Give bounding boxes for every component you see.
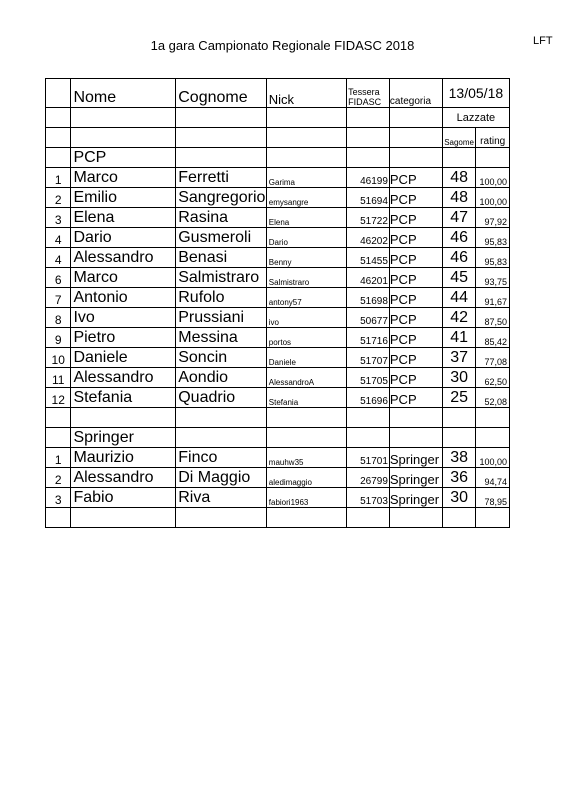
table-row (46, 188, 510, 208)
nick-cell: portos (266, 328, 346, 348)
nome-cell: Emilio (71, 188, 176, 208)
empty-cell (266, 108, 346, 128)
empty-cell (347, 108, 390, 128)
nome-cell: Fabio (71, 488, 176, 508)
position-cell: 9 (46, 328, 71, 348)
rating-cell: 94,74 (476, 468, 510, 488)
position-cell: 12 (46, 388, 71, 408)
categoria-cell: PCP (389, 308, 442, 328)
categoria-cell: PCP (389, 268, 442, 288)
position-cell: 10 (46, 348, 71, 368)
tessera-cell: 51705 (347, 368, 390, 388)
empty-cell (46, 508, 71, 528)
empty-cell (176, 508, 267, 528)
sagome-cell: 47 (442, 208, 476, 228)
location-label: Lazzate (442, 108, 509, 128)
header-tessera: Tessera FIDASC (347, 79, 390, 108)
nick-cell: emysangre (266, 188, 346, 208)
group-header-row (46, 148, 510, 168)
nome-cell: Dario (71, 228, 176, 248)
position-cell: 6 (46, 268, 71, 288)
empty-cell (176, 408, 267, 428)
nick-cell: fabiori1963 (266, 488, 346, 508)
corner-label: LFT (533, 35, 553, 47)
location-row (46, 108, 510, 128)
tessera-cell: 51722 (347, 208, 390, 228)
nome-cell: Marco (71, 168, 176, 188)
table-row (46, 168, 510, 188)
rating-cell: 100,00 (476, 448, 510, 468)
empty-cell (347, 428, 390, 448)
header-date: 13/05/18 (442, 79, 509, 108)
tessera-cell: 51701 (347, 448, 390, 468)
cognome-cell: Quadrio (176, 388, 267, 408)
results-body (46, 79, 510, 528)
position-cell: 4 (46, 228, 71, 248)
empty-cell (71, 128, 176, 148)
nick-cell: AlessandroA (266, 368, 346, 388)
tessera-cell: 51707 (347, 348, 390, 368)
categoria-cell: PCP (389, 248, 442, 268)
nick-cell: Daniele (266, 348, 346, 368)
rating-cell: 95,83 (476, 248, 510, 268)
subheader-row (46, 128, 510, 148)
cognome-cell: Messina (176, 328, 267, 348)
categoria-cell: PCP (389, 228, 442, 248)
cognome-cell: Gusmeroli (176, 228, 267, 248)
empty-cell (347, 508, 390, 528)
header-cognome: Cognome (176, 79, 267, 108)
sagome-cell: 48 (442, 188, 476, 208)
table-row (46, 468, 510, 488)
nick-cell: Dario (266, 228, 346, 248)
nome-cell: Alessandro (71, 368, 176, 388)
empty-cell (389, 148, 442, 168)
rating-cell: 87,50 (476, 308, 510, 328)
group-header-row (46, 428, 510, 448)
nick-cell: Stefania (266, 388, 346, 408)
empty-cell (266, 428, 346, 448)
table-row (46, 288, 510, 308)
cognome-cell: Benasi (176, 248, 267, 268)
empty-cell (389, 108, 442, 128)
rating-cell: 77,08 (476, 348, 510, 368)
nome-cell: Antonio (71, 288, 176, 308)
nome-cell: Elena (71, 208, 176, 228)
rating-cell: 95,83 (476, 228, 510, 248)
nick-cell: Salmistraro (266, 268, 346, 288)
rating-cell: 62,50 (476, 368, 510, 388)
sagome-cell: 38 (442, 448, 476, 468)
empty-cell (266, 148, 346, 168)
position-cell: 4 (46, 248, 71, 268)
empty-cell (71, 408, 176, 428)
sagome-cell: 41 (442, 328, 476, 348)
categoria-cell: PCP (389, 368, 442, 388)
sagome-cell: 30 (442, 368, 476, 388)
tessera-cell: 51455 (347, 248, 390, 268)
blank-row (46, 508, 510, 528)
cognome-cell: Finco (176, 448, 267, 468)
group-name: PCP (71, 148, 176, 168)
categoria-cell: Springer (389, 468, 442, 488)
rating-cell: 97,92 (476, 208, 510, 228)
empty-cell (442, 408, 476, 428)
tessera-cell: 51694 (347, 188, 390, 208)
header-nome: Nome (71, 79, 176, 108)
nome-cell: Stefania (71, 388, 176, 408)
table-row (46, 348, 510, 368)
tessera-cell: 51696 (347, 388, 390, 408)
nick-cell: Benny (266, 248, 346, 268)
table-row (46, 368, 510, 388)
nick-cell: antony57 (266, 288, 346, 308)
empty-cell (266, 408, 346, 428)
nick-cell: ivo (266, 308, 346, 328)
tessera-cell: 46202 (347, 228, 390, 248)
nome-cell: Ivo (71, 308, 176, 328)
cognome-cell: Aondio (176, 368, 267, 388)
position-cell: 7 (46, 288, 71, 308)
categoria-cell: PCP (389, 348, 442, 368)
sagome-cell: 36 (442, 468, 476, 488)
nick-cell: Garima (266, 168, 346, 188)
header-sagome: Sagome (442, 128, 476, 148)
tessera-cell: 51716 (347, 328, 390, 348)
header-rating: rating (476, 128, 510, 148)
rating-cell: 100,00 (476, 188, 510, 208)
empty-cell (442, 508, 476, 528)
cognome-cell: Prussiani (176, 308, 267, 328)
categoria-cell: Springer (389, 448, 442, 468)
rating-cell: 100,00 (476, 168, 510, 188)
tessera-cell: 26799 (347, 468, 390, 488)
position-cell: 3 (46, 208, 71, 228)
sagome-cell: 46 (442, 228, 476, 248)
categoria-cell: PCP (389, 388, 442, 408)
empty-cell (46, 428, 71, 448)
empty-cell (176, 108, 267, 128)
tessera-cell: 50677 (347, 308, 390, 328)
table-row (46, 388, 510, 408)
table-row (46, 448, 510, 468)
empty-cell (46, 128, 71, 148)
categoria-cell: PCP (389, 208, 442, 228)
categoria-cell: Springer (389, 488, 442, 508)
categoria-cell: PCP (389, 168, 442, 188)
sagome-cell: 42 (442, 308, 476, 328)
position-cell: 8 (46, 308, 71, 328)
header-categoria: categoria (389, 79, 442, 108)
table-row (46, 488, 510, 508)
cognome-cell: Riva (176, 488, 267, 508)
position-cell: 2 (46, 188, 71, 208)
cognome-cell: Ferretti (176, 168, 267, 188)
tessera-cell: 46201 (347, 268, 390, 288)
sagome-cell: 45 (442, 268, 476, 288)
table-row (46, 308, 510, 328)
nick-cell: Elena (266, 208, 346, 228)
cognome-cell: Soncin (176, 348, 267, 368)
nome-cell: Pietro (71, 328, 176, 348)
page-title: 1a gara Campionato Regionale FIDASC 2018 (150, 38, 415, 53)
position-cell: 1 (46, 168, 71, 188)
empty-cell (266, 508, 346, 528)
empty-cell (46, 108, 71, 128)
header-row (46, 79, 510, 108)
empty-cell (46, 408, 71, 428)
rating-cell: 91,67 (476, 288, 510, 308)
empty-cell (476, 408, 510, 428)
table-row (46, 208, 510, 228)
blank-row (46, 408, 510, 428)
cognome-cell: Di Maggio (176, 468, 267, 488)
nome-cell: Alessandro (71, 248, 176, 268)
header-pos (46, 79, 71, 108)
nome-cell: Marco (71, 268, 176, 288)
empty-cell (71, 108, 176, 128)
empty-cell (389, 428, 442, 448)
table-row (46, 228, 510, 248)
cognome-cell: Sangregorio (176, 188, 267, 208)
sagome-cell: 30 (442, 488, 476, 508)
position-cell: 11 (46, 368, 71, 388)
empty-cell (46, 148, 71, 168)
tessera-cell: 51698 (347, 288, 390, 308)
cognome-cell: Rasina (176, 208, 267, 228)
sagome-cell: 46 (442, 248, 476, 268)
empty-cell (266, 128, 346, 148)
rating-cell: 52,08 (476, 388, 510, 408)
empty-cell (389, 408, 442, 428)
categoria-cell: PCP (389, 188, 442, 208)
empty-cell (442, 148, 476, 168)
empty-cell (476, 148, 510, 168)
table-row (46, 268, 510, 288)
nome-cell: Daniele (71, 348, 176, 368)
empty-cell (71, 508, 176, 528)
nome-cell: Maurizio (71, 448, 176, 468)
rating-cell: 93,75 (476, 268, 510, 288)
sagome-cell: 37 (442, 348, 476, 368)
empty-cell (389, 508, 442, 528)
categoria-cell: PCP (389, 288, 442, 308)
cognome-cell: Rufolo (176, 288, 267, 308)
categoria-cell: PCP (389, 328, 442, 348)
nick-cell: mauhw35 (266, 448, 346, 468)
empty-cell (347, 128, 390, 148)
sagome-cell: 25 (442, 388, 476, 408)
position-cell: 3 (46, 488, 71, 508)
table-row (46, 248, 510, 268)
nome-cell: Alessandro (71, 468, 176, 488)
empty-cell (176, 428, 267, 448)
sagome-cell: 44 (442, 288, 476, 308)
empty-cell (476, 508, 510, 528)
results-table (45, 78, 510, 528)
position-cell: 2 (46, 468, 71, 488)
empty-cell (389, 128, 442, 148)
empty-cell (347, 148, 390, 168)
nick-cell: aledimaggio (266, 468, 346, 488)
tessera-cell: 46199 (347, 168, 390, 188)
table-row (46, 328, 510, 348)
sagome-cell: 48 (442, 168, 476, 188)
position-cell: 1 (46, 448, 71, 468)
empty-cell (176, 128, 267, 148)
empty-cell (176, 148, 267, 168)
empty-cell (347, 408, 390, 428)
group-name: Springer (71, 428, 176, 448)
empty-cell (476, 428, 510, 448)
tessera-cell: 51703 (347, 488, 390, 508)
cognome-cell: Salmistraro (176, 268, 267, 288)
empty-cell (442, 428, 476, 448)
rating-cell: 78,95 (476, 488, 510, 508)
rating-cell: 85,42 (476, 328, 510, 348)
header-nick: Nick (266, 79, 346, 108)
